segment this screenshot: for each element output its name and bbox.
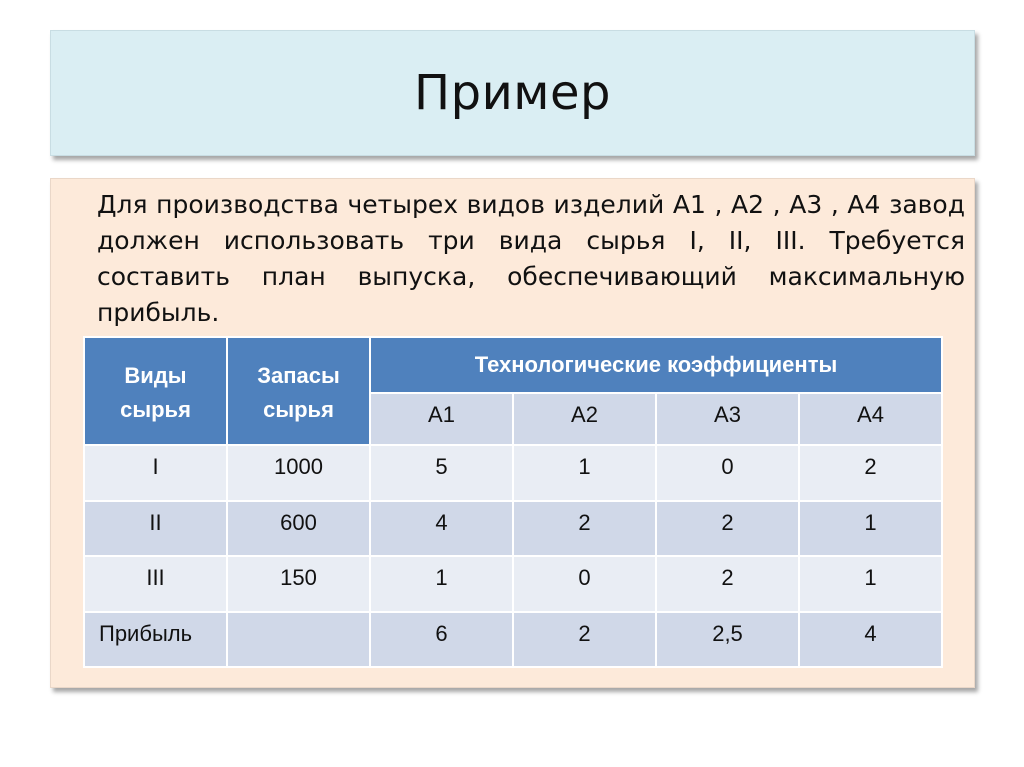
content-box bbox=[50, 178, 975, 688]
cell-coef: 1 bbox=[513, 445, 656, 501]
table-row bbox=[84, 556, 942, 612]
cell-type: I bbox=[84, 445, 227, 501]
cell-coef: 1 bbox=[799, 556, 942, 612]
title-box bbox=[50, 30, 975, 156]
cell-coef: 4 bbox=[799, 612, 942, 667]
cell-coef: 6 bbox=[370, 612, 513, 667]
cell-stock: 1000 bbox=[227, 445, 370, 501]
subheader-a3: А3 bbox=[656, 393, 799, 445]
cell-coef: 2 bbox=[799, 445, 942, 501]
header-resource-type: Виды сырья bbox=[84, 337, 227, 445]
subheader-a4: А4 bbox=[799, 393, 942, 445]
cell-coef: 0 bbox=[513, 556, 656, 612]
cell-coef: 0 bbox=[656, 445, 799, 501]
cell-coef: 2 bbox=[513, 501, 656, 556]
subheader-a1: А1 bbox=[370, 393, 513, 445]
cell-coef: 2,5 bbox=[656, 612, 799, 667]
cell-coef: 1 bbox=[799, 501, 942, 556]
table-row bbox=[84, 445, 942, 501]
cell-coef: 5 bbox=[370, 445, 513, 501]
slide-title: Пример bbox=[414, 65, 611, 121]
subheader-a2: А2 bbox=[513, 393, 656, 445]
header-tech-coefficients: Технологические коэффициенты bbox=[370, 337, 942, 393]
cell-stock: 600 bbox=[227, 501, 370, 556]
cell-coef: 2 bbox=[513, 612, 656, 667]
cell-coef: 2 bbox=[656, 501, 799, 556]
cell-stock: 150 bbox=[227, 556, 370, 612]
problem-statement: Для производства четырех видов изделий А1 , А2 , А3 , А4 завод должен использовать три вида сырья I, II, III. Требуется составить план выпуска, обеспечивающий максимальную прибыль. bbox=[97, 190, 965, 327]
table-row bbox=[84, 612, 942, 667]
table-row bbox=[84, 501, 942, 556]
cell-coef: 4 bbox=[370, 501, 513, 556]
cell-coef: 2 bbox=[656, 556, 799, 612]
header-resource-stock: Запасы сырья bbox=[227, 337, 370, 445]
cell-type: II bbox=[84, 501, 227, 556]
cell-type: III bbox=[84, 556, 227, 612]
cell-stock bbox=[227, 612, 370, 667]
cell-type: Прибыль bbox=[84, 612, 227, 667]
cell-coef: 1 bbox=[370, 556, 513, 612]
coefficients-table bbox=[83, 336, 943, 668]
